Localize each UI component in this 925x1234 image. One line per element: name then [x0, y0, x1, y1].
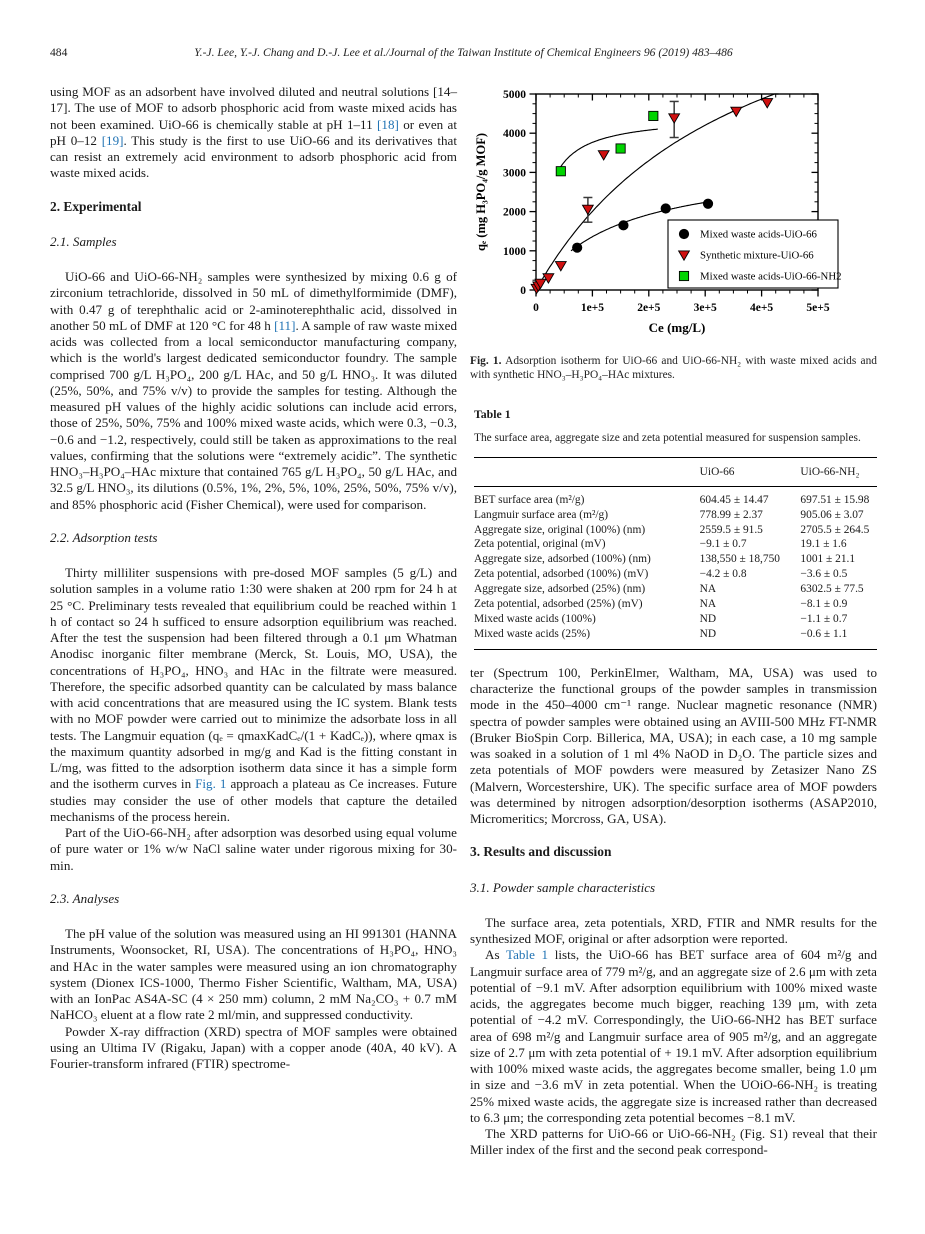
figure-1: [470, 84, 877, 344]
table-row: [474, 552, 877, 567]
svg-text:5e+5: 5e+5: [806, 302, 830, 314]
table-cell: Aggregate size, original (100%) (nm): [474, 523, 646, 536]
table-cell: −4.2 ± 0.8: [699, 568, 747, 581]
citation-link[interactable]: [11]: [274, 317, 296, 333]
svg-text:qₑ (mg H₃PO₄/g MOF): qₑ (mg H₃PO₄/g MOF): [474, 132, 488, 252]
table-cell: 19.1 ± 1.6: [800, 538, 847, 551]
svg-text:Ce (mg/L): Ce (mg/L): [648, 320, 706, 335]
table-cell: −0.6 ± 1.1: [800, 627, 848, 640]
two-column-layout: [50, 84, 877, 1159]
page-number: 484: [50, 46, 68, 59]
table-cell: Zeta potential, original (mV): [474, 538, 606, 551]
table-cell: 6302.5 ± 77.5: [800, 583, 864, 596]
table-cell: Aggregate size, adsorbed (25%) (nm): [474, 583, 646, 596]
svg-text:3000: 3000: [503, 167, 526, 180]
heading-analyses: 2.3. Analyses: [50, 890, 120, 906]
svg-text:Mixed waste acids-UiO-66-NH2: Mixed waste acids-UiO-66-NH2: [700, 270, 842, 283]
table-cell: BET surface area (m²/g): [474, 493, 585, 506]
table-cell: 1001 ± 21.1: [800, 553, 856, 566]
table-header-row: [474, 457, 877, 486]
right-column: [470, 84, 877, 1159]
table-1-grid: [474, 457, 877, 650]
paragraph-continuation: ter (Spectrum 100, PerkinElmer, Waltham, MA, USA) was used to characterize the functional groups of the powder samples in transmission mode in the 450–4000 cm⁻¹ range. Nuclear magnetic resonance (NMR) spectra of powder samples were obtained using an AVIII-500 MHz FT-NMR (Bruker BioSpin Corp. Billerica, MA, USA); in each case, a 10 mg sample was soaked in a solution of 1 ml 4% NaOD in D₂O. The particle sizes and zeta potentials of MOF powders were measured by Zetasizer Nano ZS (Malvern, Worcestershire, UK). The specific surface area of MOF powders was determined by nitrogen adsorption/desorption isotherms (ASAP2010, Micromeritics; Morcross, GA, USA).: [470, 664, 877, 827]
paragraph-adsorption-2: Part of the UiO-66-NH₂ after adsorption was desorbed using equal volume of pure water or 1% w/w NaCl saline water under rigorous mixing for 30-min.: [50, 825, 457, 873]
svg-text:Synthetic mixture-UiO-66: Synthetic mixture-UiO-66: [700, 249, 814, 262]
table-cell: NA: [699, 598, 717, 611]
table-cell: 604.45 ± 14.47: [699, 493, 769, 506]
svg-text:4e+5: 4e+5: [750, 302, 774, 314]
heading-results: 3. Results and discussion: [470, 844, 612, 860]
table-cell: −9.1 ± 0.7: [699, 538, 747, 551]
table-cell: Aggregate size, adsorbed (100%) (nm): [474, 553, 651, 566]
heading-experimental: 2. Experimental: [50, 198, 142, 214]
chart-series-markers: [556, 111, 658, 175]
table-cell: 905.06 ± 3.07: [800, 508, 864, 521]
svg-text:2000: 2000: [503, 206, 526, 219]
svg-text:4000: 4000: [503, 128, 526, 141]
table-row: [474, 597, 877, 612]
table-row: [474, 582, 877, 597]
table-row: [474, 523, 877, 538]
table-cell: ND: [699, 627, 717, 640]
heading-samples: 2.1. Samples: [50, 233, 117, 249]
svg-text:5000: 5000: [503, 89, 526, 101]
svg-text:0: 0: [520, 285, 526, 297]
paragraph-adsorption-1: Thirty milliliter suspensions with pre-dosed MOF samples (5 g/L) and solution samples in a volume ratio 1:30 were shaken at 200 rpm for 24 h at 25 °C. Preliminary tests revealed that equilibrium could be reached within 1 h of contact so 24 h sufficed to ensure adsorption equilibrium was reached. After the test the suspension had been filtered through a 0.1 μm Whatman Anodisc inorganic filter membrane (Merck, St. Louis, MO, USA), the concentrations of H₃PO₄, HNO₃ and HAc in the filtrate were measured. Therefore, the specific adsorbed quantity can be calculated by mass balance with acid concentrations that are measured using the IC system. Blank tests with no MOF powder were carried out to minimize the adsorbate loss in all tests. The Langmuir equation (qₑ = qmaxKadCₑ/(1 + KadCₑ)), where qmax is the maximum quantity adsorbed in mg/g and Kad is the fitting constant in L/mg, was fitted to the adsorption isotherm data since it has a simple form and the isotherm curves in Fig. 1 approach a plateau as Ce increases. Future studies may consider the use of other models that capture the detailed mechanisms of the process herein.: [50, 565, 457, 824]
citation-link[interactable]: Fig. 1: [195, 776, 227, 792]
svg-text:Mixed waste acids-UiO-66: Mixed waste acids-UiO-66: [700, 228, 817, 241]
table-cell: ND: [699, 613, 717, 626]
paragraph-intro: using MOF as an adsorbent have involved diluted and neutral solutions [14–17]. The use of MOF to adsorb phosphoric acid from waste mixed acids has not been examined. UiO-66 is chemically stable at pH 1–11 [18] or even at pH 0–12 [19]. This study is the first to use UiO-66 and its derivatives that can resist an extremely acid environment to adsorb phosphoric acid from waste mixed acids.: [50, 84, 457, 181]
heading-adsorption-tests: 2.2. Adsorption tests: [50, 529, 158, 545]
table-cell: 778.99 ± 2.37: [699, 508, 763, 521]
chart-axes: [474, 89, 830, 335]
table-row: [474, 508, 877, 523]
chart-legend: [668, 220, 842, 288]
figure-1-label: Fig. 1.: [470, 355, 502, 367]
paragraph-samples: UiO-66 and UiO-66-NH₂ samples were synthesized by mixing 0.6 g of zirconium tetrachloride, dissolved in 50 mL of dimethylformimide (DMF), with 0.47 g of terephthalic acid or 2-aminoterephthalic acid, dissolved in another 50 mL of DMF at 120 °C for 48 h [11]. A sample of raw waste mixed acids was collected from a local semiconductor manufacturing company, which is the world's largest dedicated semiconductor foundry. The sample comprised 700 g/L H₃PO₄, 200 g/L HAc, and 50 g/L HNO₃. It was diluted (25%, 50%, and 75% v/v) to provide the samples for testing. Although the measured pH values of the highly acidic solutions can include acid errors, those of 25%, 50%, 75% and 100% mixed waste acids, which were 0.3, −0.3, −0.6 and −1.2, respectively, could still be taken as approximations to the real values, confirming that the solutions were “extremely acidic”. The synthetic HNO₃–H₃PO₄–HAc mixture that contained 765 g/L H₃PO₄, 50 g/L HAc, and 32.5 g/L HNO₃, its dilutions (0.5%, 1%, 2%, 5%, 10%, 25%, 50%, 75% v/v), and 85% phosphoric acid (Fisher Chemical), were used for comparison.: [50, 269, 457, 512]
svg-text:0: 0: [533, 302, 539, 314]
table-1-label: Table 1: [474, 407, 511, 422]
table-header-uio66nh2: UiO-66-NH₂: [800, 457, 877, 486]
table1-body: [474, 486, 877, 649]
table-cell: Mixed waste acids (25%): [474, 627, 591, 640]
paragraph-results-1: The surface area, zeta potentials, XRD, FTIR and NMR results for the synthesized MOF, original or after adsorption were reported.: [470, 914, 877, 947]
left-column: [50, 84, 457, 1159]
table-cell: −8.1 ± 0.9: [800, 598, 848, 611]
paragraph-analyses-1: The pH value of the solution was measured using an HI 991301 (HANNA Instruments, Woonsocket, RI, USA). The concentrations of H₃PO₄, HNO₃ and HAc in the water samples were measured using an ion chromatography system (Dionex ICS-1000, Thermo Fisher Scientific, Waltham, MA, USA) with an IonPac AS4A-SC (4 × 250 mm) column, 2 mM Na₂CO₃ + 0.7 mM NaHCO₃ eluent at a flow rate 2 ml/min, and suppressed conductivity.: [50, 926, 457, 1023]
table-cell: −3.6 ± 0.5: [800, 568, 848, 581]
table-row: [474, 612, 877, 627]
svg-text:1000: 1000: [503, 245, 526, 258]
table-row: [474, 627, 877, 649]
table-row: [474, 486, 877, 507]
table-1-caption: The surface area, aggregate size and zeta potential measured for suspension samples.: [474, 431, 861, 444]
table-header-empty: [474, 457, 700, 486]
svg-text:2e+5: 2e+5: [637, 302, 661, 314]
table-cell: Zeta potential, adsorbed (100%) (mV): [474, 568, 649, 581]
paragraph-analyses-2: Powder X-ray diffraction (XRD) spectra of MOF samples were obtained using an Ultima IV (Rigaku, Japan) with a copper anode (40A, 40 kV). A Fourier-transform infrared (FTIR) spectrome-: [50, 1023, 457, 1071]
figure-1-caption: [470, 354, 877, 382]
table-cell: Zeta potential, adsorbed (25%) (mV): [474, 598, 643, 611]
running-head: Y.-J. Lee, Y.-J. Chang and D.-J. Lee et al./Journal of the Taiwan Institute of Chemical Engineers 96 (2019) 483–486: [194, 46, 733, 59]
table-cell: 2705.5 ± 264.5: [800, 523, 870, 536]
figure-1-caption-text: Adsorption isotherm for UiO-66 and UiO-66-NH₂ with waste mixed acids and with synthetic HNO₃–H₃PO₄–HAc mixtures.: [470, 355, 877, 382]
table-row: [474, 567, 877, 582]
table-cell: −1.1 ± 0.7: [800, 613, 848, 626]
citation-link[interactable]: [19]: [101, 132, 124, 148]
paragraph-results-2: As Table 1 lists, the UiO-66 has BET surface area of 604 m²/g and Langmuir surface area of 779 m²/g, and an aggregate size of 2.6 μm with zeta potential of −9.1 mV. After adsorption equilibrium with 100% mixed waste acids, the aggregates become much bigger, reaching 139 μm, with zeta potential of −4.2 mV. Correspondingly, the UiO-66-NH2 has BET surface area of 698 m²/g and Langmuir surface area of 905 m²/g, and an aggregate size of 2.7 μm with zeta potential of + 19.1 mV. After adsorption equilibrium with 100% mixed waste acids, the aggregates become smaller, being 1.0 μm in size and −3.6 mV in zeta potential. When the UOiO-66-NH₂ is treating 25% mixed waste acids, the aggregate size is increased rather than decreased to 6.3 μm; the corresponding zeta potential becomes −8.1 mV.: [470, 947, 877, 1125]
table-cell: Langmuir surface area (m²/g): [474, 508, 609, 521]
citation-link[interactable]: Table 1: [505, 947, 549, 963]
svg-text:1e+5: 1e+5: [580, 302, 604, 314]
table-cell: 697.51 ± 15.98: [800, 493, 870, 506]
svg-text:3e+5: 3e+5: [693, 302, 717, 314]
table-cell: NA: [699, 583, 717, 596]
table-header-uio66: UiO-66: [700, 457, 801, 486]
table-cell: Mixed waste acids (100%): [474, 613, 596, 626]
table-1: [470, 406, 877, 649]
heading-powder-characteristics: 3.1. Powder sample characteristics: [470, 879, 656, 895]
table-cell: 138,550 ± 18,750: [699, 553, 780, 566]
table-row: [474, 537, 877, 552]
fig1-chart: [470, 84, 877, 344]
page-header: [50, 46, 877, 59]
paragraph-results-3: The XRD patterns for UiO-66 or UiO-66-NH₂ (Fig. S1) reveal that their Miller index of the first and the second peak correspond-: [470, 1126, 877, 1158]
table-cell: 2559.5 ± 91.5: [699, 523, 763, 536]
citation-link[interactable]: [18]: [377, 116, 399, 132]
